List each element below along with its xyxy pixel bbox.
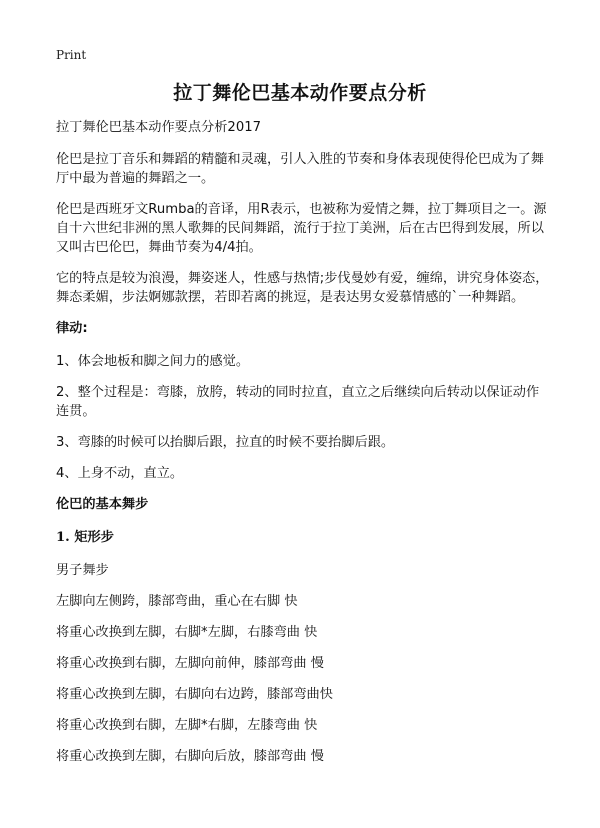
step-item: 将重心改换到左脚，右脚*左脚，右膝弯曲 快 bbox=[56, 625, 318, 640]
step-item: 将重心改换到左脚，右脚向右边跨，膝部弯曲快 bbox=[56, 687, 333, 702]
rectangle-step-heading: 1. 矩形步 bbox=[56, 530, 114, 545]
rhythm-item: 4、上身不动，直立。 bbox=[56, 466, 184, 481]
rhythm-heading: 律动: bbox=[56, 321, 88, 336]
step-item: 将重心改换到右脚，左脚向前伸，膝部弯曲 慢 bbox=[56, 656, 324, 671]
rhythm-item: 1、体会地板和脚之间力的感觉。 bbox=[56, 354, 250, 369]
intro-paragraph: 伦巴是拉丁音乐和舞蹈的精髓和灵魂，引人入胜的节奏和身体表现使得伦巴成为了舞厅中最为普遍的舞蹈之一。 bbox=[56, 152, 544, 186]
step-item: 将重心改换到左脚，右脚向后放，膝部弯曲 慢 bbox=[56, 749, 324, 764]
rhythm-item: 3、弯膝的时候可以抬脚后跟，拉直的时候不要抬脚后跟。 bbox=[56, 435, 395, 450]
male-steps-label: 男子舞步 bbox=[56, 563, 109, 578]
print-link[interactable]: Print bbox=[56, 48, 87, 62]
article-body bbox=[56, 118, 550, 778]
article-subtitle: 拉丁舞伦巴基本动作要点分析2017 bbox=[56, 120, 261, 135]
step-item: 将重心改换到右脚，左脚*右脚，左膝弯曲 快 bbox=[56, 718, 318, 733]
intro-paragraph: 它的特点是较为浪漫，舞姿迷人，性感与热情;步伐曼妙有爱，缠绵，讲究身体姿态，舞态柔媚，步法婀娜款摆，若即若离的挑逗，是表达男女爱慕情感的`一种舞蹈。 bbox=[56, 271, 549, 305]
basic-steps-heading: 伦巴的基本舞步 bbox=[56, 497, 149, 512]
page-title: 拉丁舞伦巴基本动作要点分析 bbox=[173, 82, 427, 104]
step-item: 左脚向左侧跨，膝部弯曲，重心在右脚 快 bbox=[56, 594, 298, 609]
intro-paragraph: 伦巴是西班牙文Rumba的音译，用R表示，也被称为爱情之舞，拉丁舞项目之一。源自十六世纪非洲的黑人歌舞的民间舞蹈，流行于拉丁美洲，后在古巴得到发展，所以又叫古巴伦巴，舞曲节奏为4/4拍。 bbox=[56, 202, 547, 255]
rhythm-item: 2、整个过程是：弯膝，放胯，转动的同时拉直，直立之后继续向后转动以保证动作连贯。 bbox=[56, 385, 540, 419]
